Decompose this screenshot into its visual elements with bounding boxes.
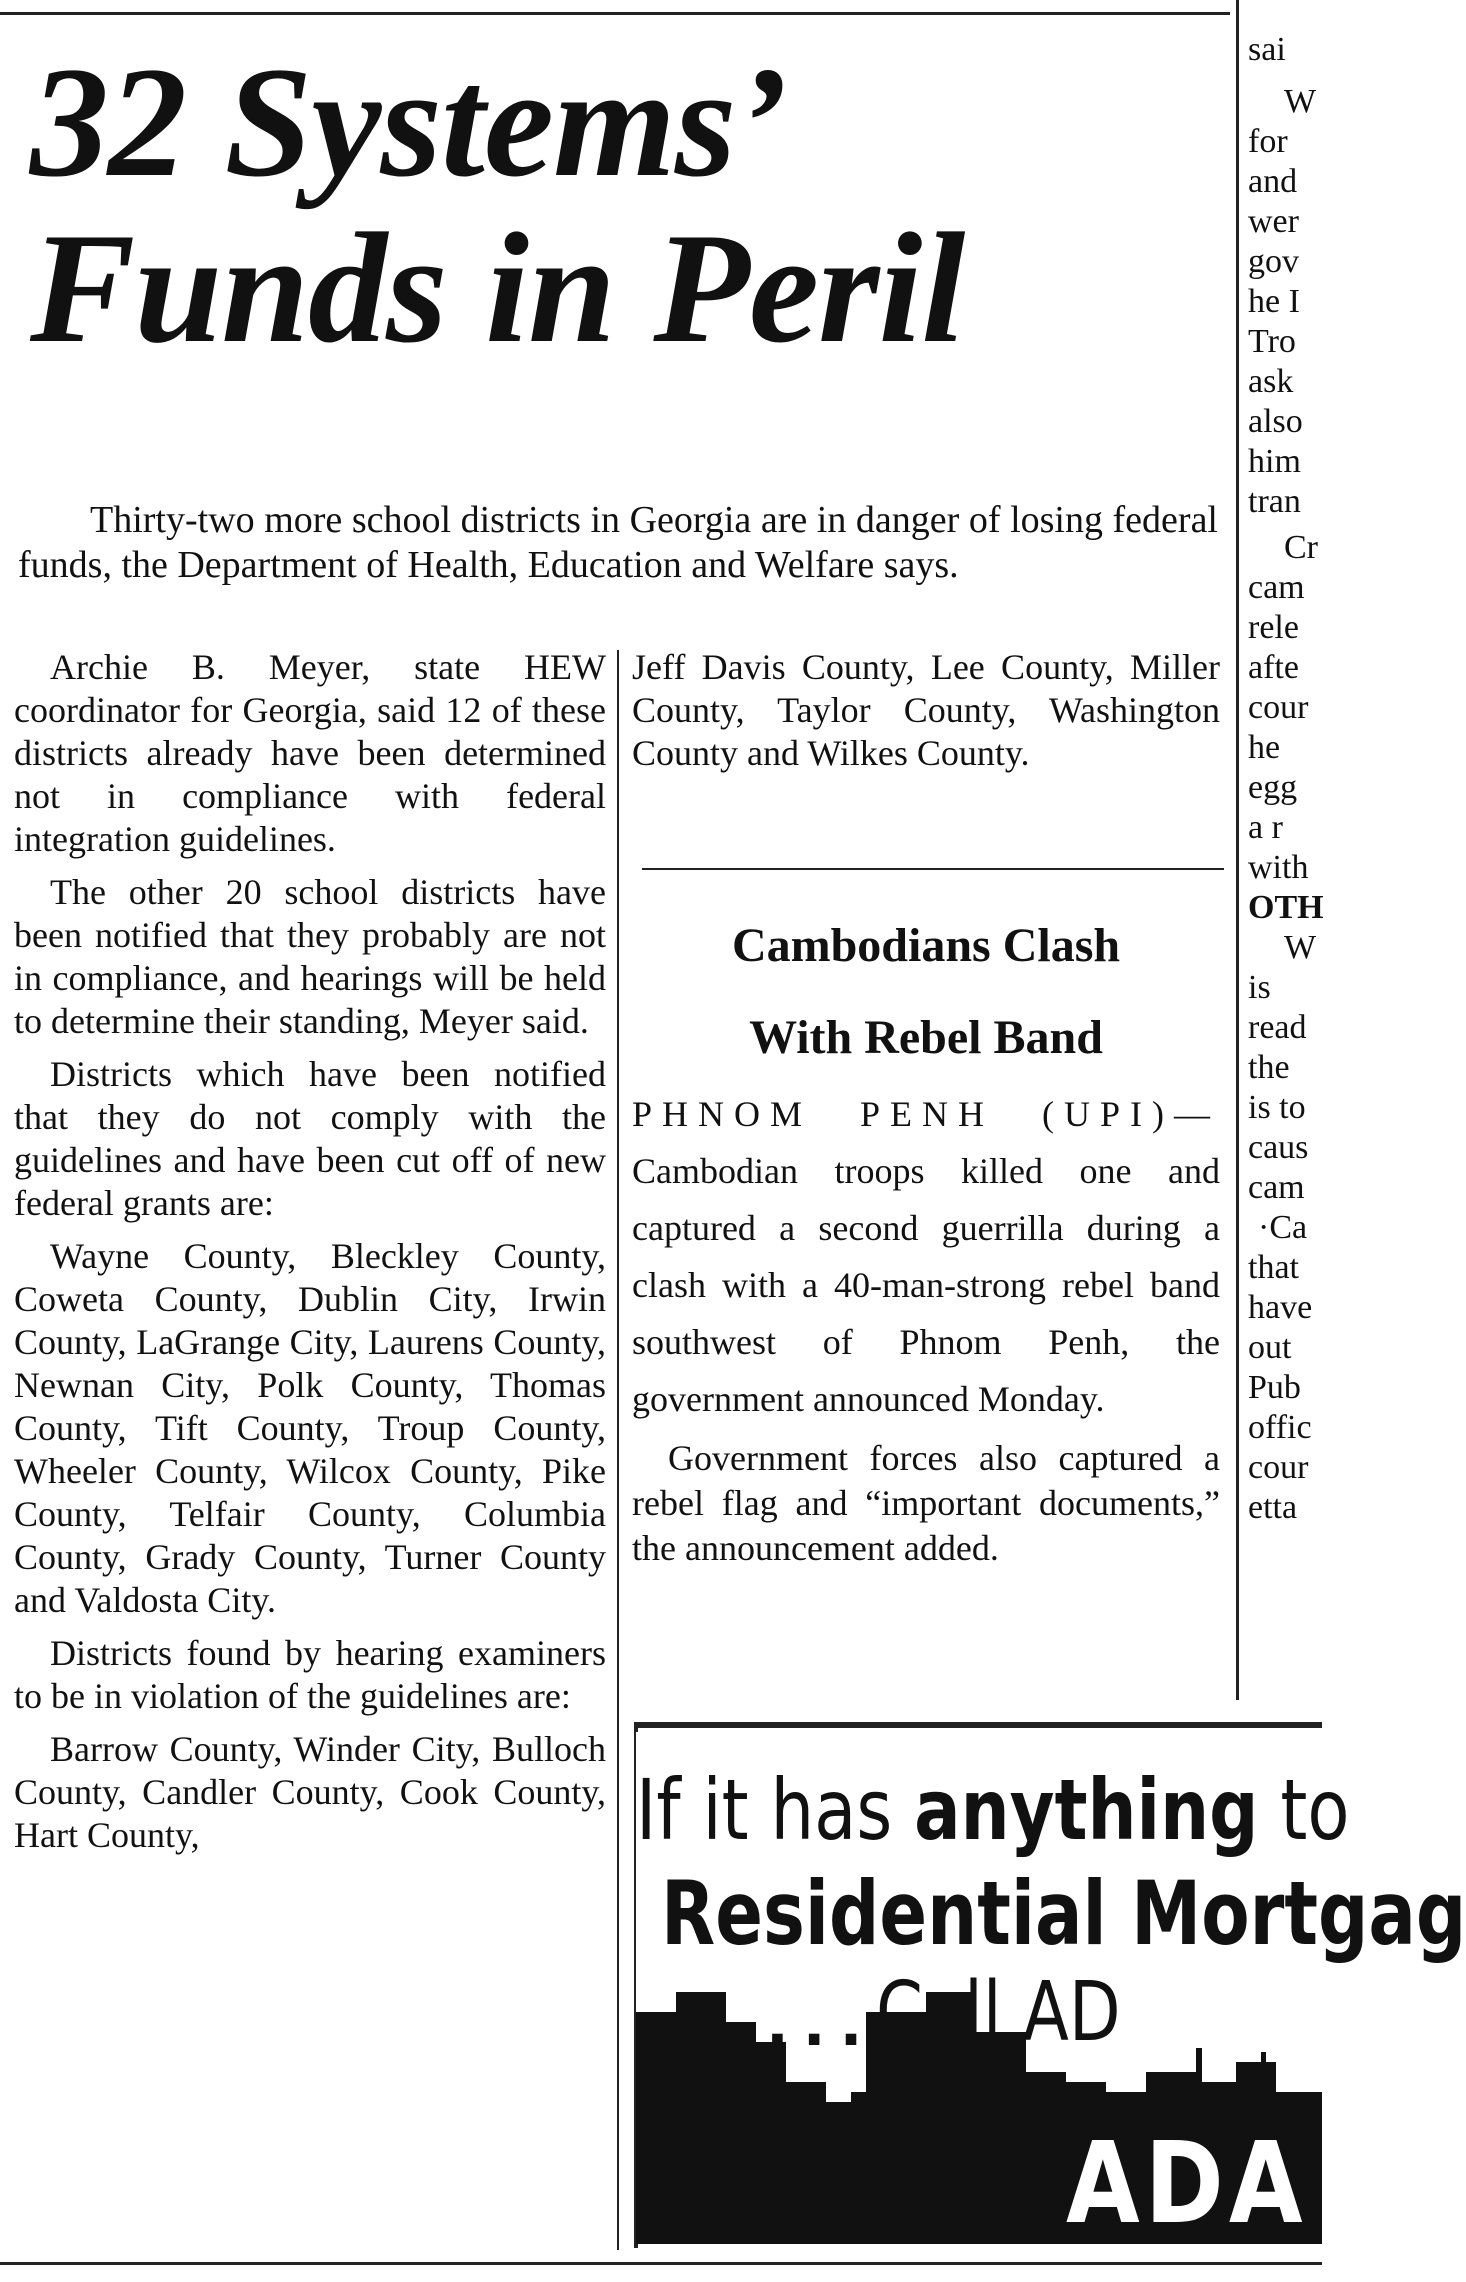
fragment-line: caus bbox=[1248, 1129, 1309, 1166]
ad-line-1-bold: anything bbox=[914, 1761, 1259, 1859]
fragment-line: W bbox=[1284, 929, 1317, 966]
fragment-line: gov bbox=[1248, 243, 1299, 280]
fragment-line: ask bbox=[1248, 363, 1294, 400]
paragraph: Districts found by hearing examiners to be in violation of the guidelines are: bbox=[14, 1633, 606, 1716]
fragment-line: ·Ca bbox=[1258, 1209, 1308, 1246]
mortgage-advertisement bbox=[636, 1732, 1466, 2249]
paragraph: The other 20 school districts have been notified that they probably are not in compliance, and hearings will be held to determine their standing, Meyer said. bbox=[14, 872, 606, 1041]
bottom-rule bbox=[0, 2262, 1322, 2265]
article-column-2 bbox=[632, 646, 1220, 775]
fragment-line: Pub bbox=[1248, 1369, 1301, 1406]
ad-line-1-suffix: to bbox=[1258, 1761, 1350, 1859]
main-headline bbox=[30, 35, 1210, 376]
fragment-line: with bbox=[1248, 849, 1309, 886]
fragment-line: W bbox=[1284, 83, 1317, 120]
story2-paragraph-1-text: Cambodian troops killed one and captured a second guerrilla during a clash with a 40-man-strong rebel band southwest of Phnom Penh, the government announced Monday. bbox=[632, 1151, 1220, 1419]
fragment-line: out bbox=[1248, 1329, 1292, 1366]
story2-paragraph-2: Government forces also captured a rebel flag and “important documents,” the announcement added. bbox=[632, 1438, 1220, 1568]
headline-line-2: Funds in Peril bbox=[30, 201, 965, 376]
headline-line-1: 32 Systems’ bbox=[30, 35, 788, 210]
fragment-line: offic bbox=[1248, 1409, 1312, 1446]
dateline: PHNOM PENH (UPI)— bbox=[632, 1094, 1220, 1134]
fragment-line: tran bbox=[1248, 483, 1301, 520]
fragment-line bbox=[1248, 70, 1322, 82]
fragment-line: Tro bbox=[1248, 323, 1296, 360]
ad-line-3: Call AD bbox=[876, 1965, 1121, 2060]
paragraph: Districts which have been notified that they do not comply with the guidelines and have been cut off of new federal grants are: bbox=[14, 1054, 606, 1223]
fragment-line: afte bbox=[1248, 649, 1299, 686]
fragment-line: cour bbox=[1248, 1449, 1309, 1486]
fragment-line: is bbox=[1248, 969, 1271, 1006]
clipped-column-3 bbox=[1248, 30, 1322, 1710]
story2-body bbox=[632, 1086, 1220, 1579]
antenna bbox=[1261, 2052, 1266, 2082]
fragment-line: cour bbox=[1248, 689, 1309, 726]
fragment-line: for bbox=[1248, 123, 1288, 160]
ad-top-rule bbox=[634, 1722, 1322, 1728]
fragment-line: sai bbox=[1248, 31, 1286, 68]
story2-headline bbox=[632, 900, 1220, 1084]
article-column-1 bbox=[14, 646, 606, 1867]
fragment-line: rele bbox=[1248, 609, 1299, 646]
story-separator-rule bbox=[642, 868, 1224, 870]
paragraph: Jeff Davis County, Lee County, Miller County, Taylor County, Washington County and Wilkes County. bbox=[632, 647, 1220, 773]
fragment-line: wer bbox=[1248, 203, 1299, 240]
story2-headline-line-2: With Rebel Band bbox=[749, 1011, 1103, 1064]
fragment-line: etta bbox=[1248, 1489, 1298, 1526]
fragment-line: read bbox=[1248, 1009, 1307, 1046]
story2-paragraph-1 bbox=[632, 1086, 1220, 1428]
column-divider-1 bbox=[617, 650, 619, 2250]
fragment-line: Cr bbox=[1284, 529, 1318, 566]
fragment-line: egg bbox=[1248, 769, 1298, 806]
fragment-line: he I bbox=[1248, 283, 1300, 320]
fragment-line: also bbox=[1248, 403, 1303, 440]
fragment-line: is to bbox=[1248, 1089, 1306, 1126]
fragment-line: cam bbox=[1248, 1169, 1305, 1206]
paragraph: Wayne County, Bleckley County, Coweta County, Dublin City, Irwin County, LaGrange City, Laurens County, Newnan City, Polk County, Thomas County, Tift County, Troup County, Wheeler County, Wilcox County, Pike County, Telfair County, Columbia County, Grady County, Turner County and Valdosta City. bbox=[14, 1236, 606, 1620]
story2-headline-line-1: Cambodians Clash bbox=[731, 919, 1121, 972]
fragment-line: a r bbox=[1248, 809, 1283, 846]
fragment-line: cam bbox=[1248, 569, 1305, 606]
lead-paragraph: Thirty-two more school districts in Georgia are in danger of losing federal funds, the Department of Health, Education and Welfare says. bbox=[18, 499, 1218, 586]
fragment-line: he bbox=[1248, 729, 1281, 766]
ad-line-1-prefix: If it has bbox=[636, 1761, 915, 1859]
ad-line-2: Residential Mortgag bbox=[661, 1862, 1466, 1965]
ad-brand-name: ADA bbox=[1066, 2119, 1308, 2249]
fragment-line: the bbox=[1248, 1049, 1290, 1086]
top-rule bbox=[0, 12, 1230, 15]
paragraph: Barrow County, Winder City, Bulloch County, Candler County, Cook County, Hart County, bbox=[14, 1729, 606, 1855]
fragment-line: have bbox=[1248, 1289, 1313, 1326]
ad-line-1 bbox=[636, 1762, 1350, 1858]
antenna bbox=[1196, 2048, 1202, 2082]
fragment-line: him bbox=[1248, 443, 1301, 480]
fragment-line: that bbox=[1248, 1249, 1299, 1286]
paragraph: Archie B. Meyer, state HEW coordinator for Georgia, said 12 of these districts already have been determined not in compliance with federal integration guidelines. bbox=[14, 647, 606, 859]
fragment-line: and bbox=[1248, 163, 1298, 200]
fragment-line: OTH bbox=[1248, 889, 1324, 926]
ad-ellipsis: ... bbox=[766, 1990, 877, 2060]
right-column-rule bbox=[1236, 0, 1239, 1700]
